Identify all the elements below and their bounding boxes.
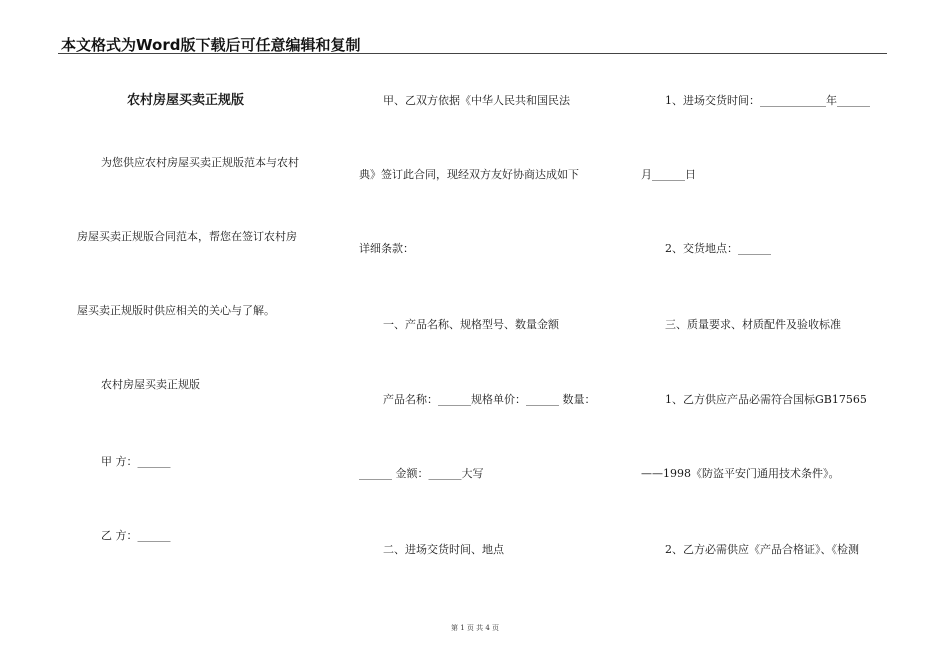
header-divider	[58, 53, 887, 54]
paragraph-line: 产品名称：______规格单价：______ 数量：	[383, 393, 596, 406]
paragraph-line: 甲、乙双方依据《中华人民共和国民法	[383, 94, 570, 107]
paragraph-line: 1、乙方供应产品必需符合国标GB17565	[665, 393, 867, 406]
paragraph-line: 月______日	[641, 168, 696, 181]
paragraph-line: ______ 金额：______大写	[359, 467, 484, 480]
paragraph-line: 2、乙方必需供应《产品合格证》、《检测	[665, 543, 859, 556]
document-title: 农村房屋买卖正规版	[127, 93, 245, 108]
section-heading: 二、进场交货时间、地点	[383, 543, 504, 556]
paragraph-line: 为您供应农村房屋买卖正规版范本与农村	[101, 156, 299, 169]
party-b-line: 乙 方：______	[101, 529, 171, 542]
header-title: 本文格式为Word版下载后可任意编辑和复制	[61, 36, 361, 54]
paragraph-line: 典》签订此合同，现经双方友好协商达成如下	[359, 168, 579, 181]
party-a-line: 甲 方：______	[101, 455, 171, 468]
section-heading: 一、产品名称、规格型号、数量金额	[383, 318, 559, 331]
paragraph-line: 房屋买卖正规版合同范本，帮您在签订农村房	[77, 230, 297, 243]
page-number: 第 1 页 共 4 页	[450, 624, 500, 632]
paragraph-line: 2、交货地点：______	[665, 242, 771, 255]
paragraph-line: 屋买卖正规版时供应相关的关心与了解。	[77, 304, 275, 317]
paragraph-line: 1、进场交货时间：____________年______	[665, 94, 870, 107]
paragraph-line: ——1998《防盗平安门通用技术条件》。	[641, 467, 840, 480]
section-heading: 三、质量要求、材质配件及验收标准	[665, 318, 841, 331]
subtitle-line: 农村房屋买卖正规版	[101, 378, 200, 391]
paragraph-line: 详细条款：	[359, 242, 414, 255]
